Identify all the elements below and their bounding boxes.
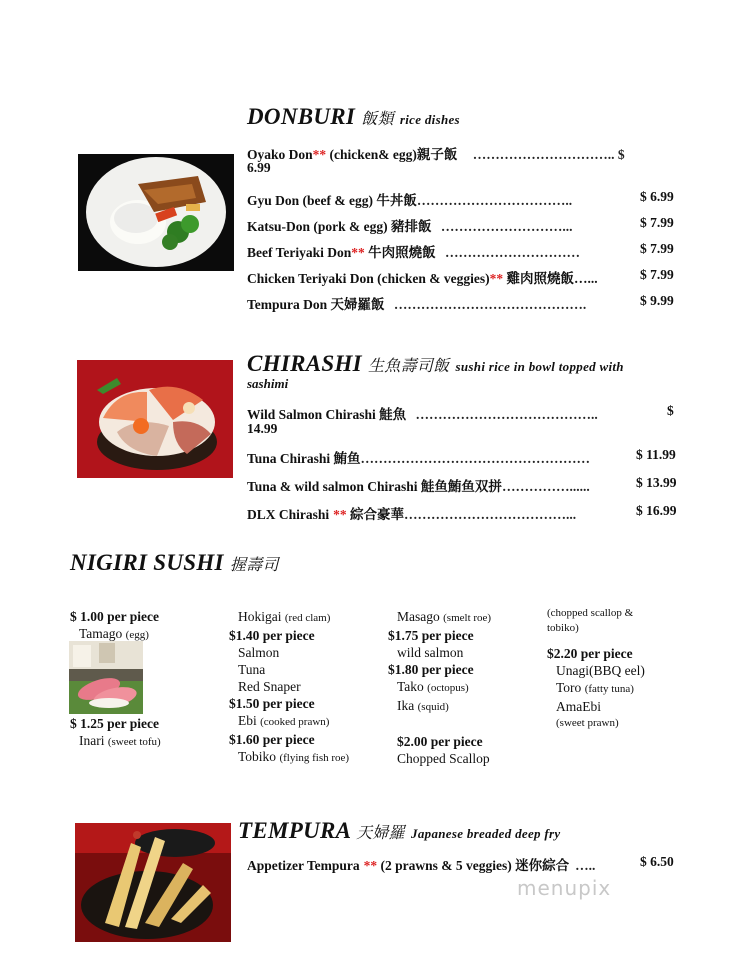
menu-item: Wild Salmon Chirashi 鮭魚 ………………………………….. [247, 407, 598, 422]
tempura-title: TEMPURA [238, 818, 351, 843]
sushi-note: (chopped scallop & [547, 607, 634, 619]
menu-item: Tuna & wild salmon Chirashi 鮭鱼鮪鱼双拼……………...... [247, 479, 590, 494]
menu-item: Oyako Don** (chicken& egg)親子飯 ………………………….. $ [247, 147, 625, 162]
sushi-item: Tako (octopus) [397, 679, 469, 694]
sushi-item: wild salmon [397, 645, 464, 660]
price-tier: $2.20 per piece [547, 646, 633, 661]
chirashi-title: CHIRASHI [247, 351, 362, 376]
sushi-item: Tamago (egg) [79, 626, 149, 641]
menu-item-price: $ 16.99 [636, 503, 677, 518]
price-tier: $1.60 per piece [229, 732, 315, 747]
menu-item: Tuna Chirashi 鮪鱼…………………………………………… [247, 451, 591, 466]
donburi-cn: 飯類 [361, 111, 394, 128]
sushi-item: Inari (sweet tofu) [79, 733, 161, 748]
nigiri-column-1 [70, 608, 220, 644]
sushi-item: Ika (squid) [397, 698, 449, 713]
menu-item: Tempura Don 天婦羅飯 ……………………………………. [247, 297, 587, 312]
sushi-note: (sweet prawn) [556, 717, 619, 729]
sushi-item: Red Snaper [238, 679, 301, 694]
sushi-item: Unagi(BBQ eel) [556, 663, 645, 678]
menu-item-price-2: 14.99 [247, 421, 278, 436]
menu-item-price: $ 7.99 [640, 241, 674, 256]
tempura-photo [75, 823, 231, 942]
menu-item-price: $ 6.99 [640, 189, 674, 204]
sushi-item: Hokigai (red clam) [238, 609, 331, 624]
nigiri-column-1b [70, 715, 220, 751]
menu-item: Appetizer Tempura ** (2 prawns & 5 veggies) 迷你綜合 ….. [247, 858, 596, 873]
sushi-item: Masago (smelt roe) [397, 609, 492, 624]
price-tier: $1.80 per piece [388, 662, 474, 677]
donburi-title: DONBURI [247, 104, 356, 129]
sushi-item: Toro (fatty tuna) [556, 680, 634, 695]
menu-item-price: $ 7.99 [640, 215, 674, 230]
price-tier: $ 1.25 per piece [70, 716, 159, 731]
menu-item-price: $ 9.99 [640, 293, 674, 308]
menu-item: Beef Teriyaki Don** 牛肉照燒飯 ………………………… [247, 245, 581, 260]
chirashi-photo [77, 360, 233, 478]
tempura-cn: 天婦羅 [356, 825, 405, 842]
sushi-item: Tobiko (flying fish roe) [238, 749, 350, 764]
menu-item-price: $ 7.99 [640, 267, 674, 282]
nigiri-heading [70, 550, 279, 576]
menu-item-price: $ 11.99 [636, 447, 676, 462]
nigiri-photo [69, 641, 143, 714]
sushi-item: Ebi (cooked prawn) [238, 713, 330, 728]
menu-item-price: $ 6.50 [640, 854, 674, 869]
donburi-sub: rice dishes [399, 112, 460, 127]
sushi-item: Tuna [238, 662, 266, 677]
chirashi-cn: 生魚壽司飯 [367, 358, 450, 375]
sushi-item: Salmon [238, 645, 280, 660]
menu-item: DLX Chirashi ** 綜合豪華………………………………... [247, 507, 577, 522]
chirashi-heading [247, 351, 624, 377]
tempura-sub: Japanese breaded deep fry [411, 826, 561, 841]
price-tier: $1.50 per piece [229, 696, 315, 711]
menu-item: Chicken Teriyaki Don (chicken & veggies)** 雞肉照燒飯…... [247, 271, 598, 286]
donburi-heading [247, 104, 460, 130]
price-tier: $2.00 per piece [397, 734, 483, 749]
watermark: menupix [517, 876, 612, 900]
nigiri-column-3 [388, 608, 548, 767]
chirashi-sub: sushi rice in bowl topped with [455, 359, 624, 374]
price-tier: $1.75 per piece [388, 628, 474, 643]
nigiri-cn: 握壽司 [229, 557, 279, 574]
tempura-heading [238, 818, 560, 844]
menu-item: Gyu Don (beef & egg) 牛丼飯…………………………….. [247, 193, 573, 208]
nigiri-column-4 [547, 606, 697, 732]
price-tier: $ 1.00 per piece [70, 609, 159, 624]
nigiri-title: NIGIRI SUSHI [70, 550, 224, 575]
menu-item-price: 6.99 [247, 160, 271, 175]
sushi-item: Chopped Scallop [397, 751, 490, 766]
nigiri-column-2 [229, 608, 389, 767]
sushi-note: tobiko) [547, 622, 579, 634]
menu-item-price: $ 13.99 [636, 475, 677, 490]
price-tier: $1.40 per piece [229, 628, 315, 643]
menu-item-price: $ [667, 403, 674, 418]
chirashi-sub-2: sashimi [247, 376, 289, 391]
menu-item: Katsu-Don (pork & egg) 豬排飯 ………………………... [247, 219, 573, 234]
sushi-item: AmaEbi [556, 699, 601, 714]
donburi-photo [78, 154, 234, 271]
